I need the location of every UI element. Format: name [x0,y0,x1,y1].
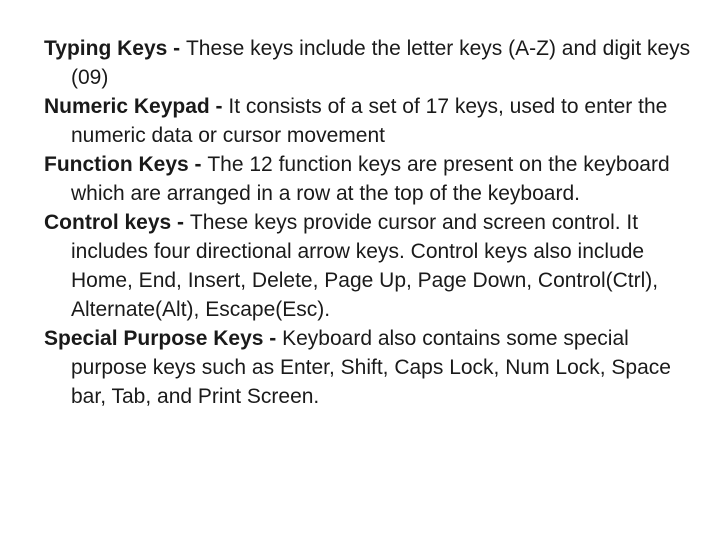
entry-description: These keys provide cursor and screen control. It includes four directional arrow keys. Control keys also include Home, End, Insert, Delete, Page Up, Page Down, Control(Ctrl), Alternate(Alt), Escape(Esc). [71,211,659,321]
entry-term: Special Purpose Keys - [44,327,283,350]
entry-term: Typing Keys - [44,37,186,60]
entry-description: Keyboard also contains some special purpose keys such as Enter, Shift, Caps Lock, Num Lock, Space bar, Tab, and Print Screen. [71,327,671,408]
entry-term: Numeric Keypad - [44,95,229,118]
entry-term: Control keys - [44,211,190,234]
entry-control-keys [44,208,694,324]
entry-numeric-keypad [44,92,694,150]
entry-typing-keys [44,34,694,92]
entry-special-purpose-keys [44,324,694,411]
entry-description: These keys include the letter keys (A-Z) and digit keys (09) [71,37,691,89]
entry-description: It consists of a set of 17 keys, used to enter the numeric data or cursor movement [71,95,668,147]
entry-function-keys [44,150,694,208]
keyboard-keys-list [44,34,694,411]
entry-description: The 12 function keys are present on the keyboard which are arranged in a row at the top of the keyboard. [71,153,670,205]
entry-term: Function Keys - [44,153,208,176]
